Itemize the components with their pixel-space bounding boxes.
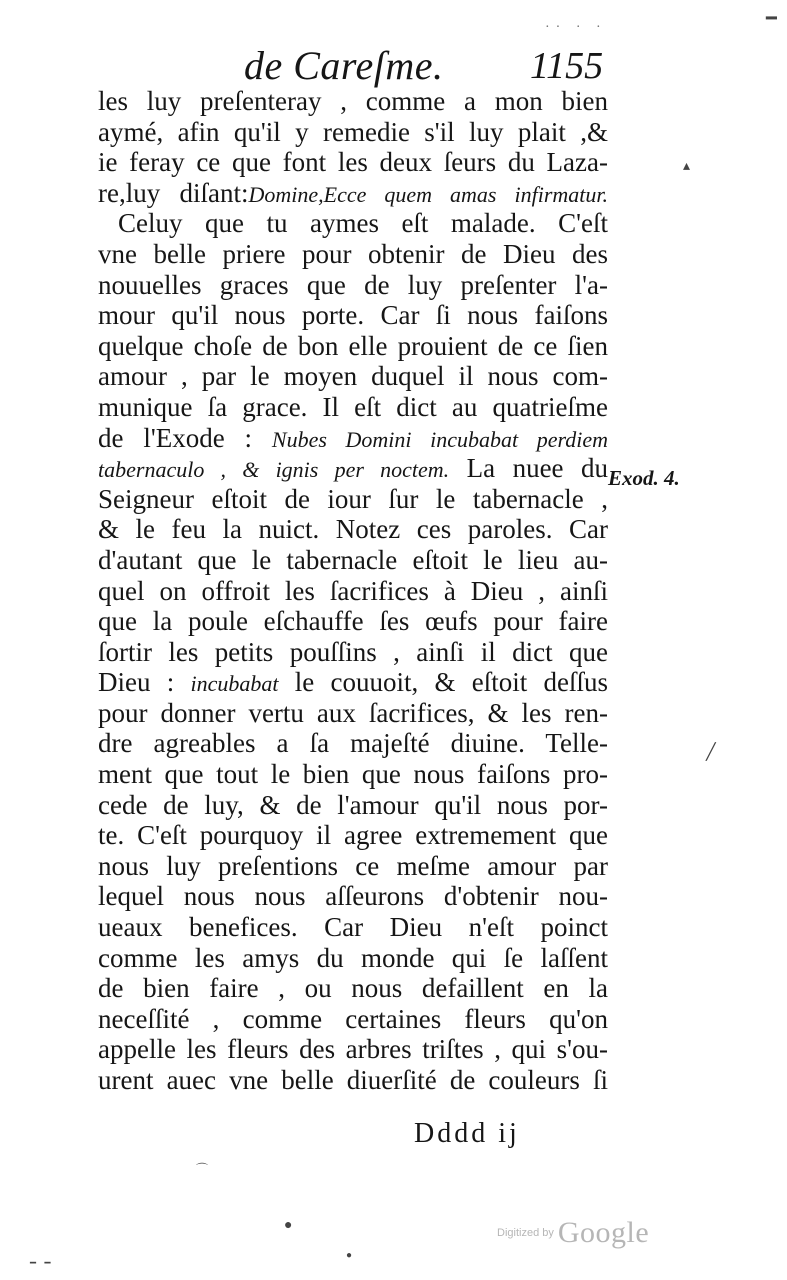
text-line: comme les amys du monde qui ſe laſſent: [98, 942, 608, 973]
latin-quote: Nubes Domini incubabat perdiem: [271, 426, 608, 452]
speck-mark: ▴: [683, 159, 691, 174]
latin-quote: tabernaculo , & ignis per noctem.: [98, 457, 450, 483]
digitized-watermark: [497, 1216, 649, 1250]
text-line: cede de luy, & de l'amour qu'il nous por-: [98, 789, 608, 820]
text-line: Celuy que tu aymes eſt malade. C'eſt: [118, 208, 608, 239]
text-line: Dieu : incubabat le couuoit, & eſtoit deſſus: [98, 667, 608, 698]
text-line: mour qu'il nous porte. Car ſi nous faiſons: [98, 300, 608, 331]
text-line: les luy preſenteray , comme a mon bien: [98, 86, 608, 116]
text-line: ie feray ce que font les deux ſeurs du Laza-: [98, 147, 608, 178]
text-line: dre agreables a ſa majeſté diuine. Telle-: [98, 728, 608, 759]
text-line: te. C'eſt pourquoy il agree extremement que: [98, 820, 608, 851]
text-line: re,luy diſant:Domine,Ecce quem amas infirmatur.: [98, 177, 609, 208]
latin-quote: Domine,Ecce quem amas infirmatur.: [248, 181, 609, 207]
margin-note: Exod. 4.: [608, 466, 680, 490]
signature-mark: Dddd ij: [414, 1118, 520, 1149]
text-line: d'autant que le tabernacle eſtoit le lieu au-: [98, 544, 608, 575]
text-line: ſortir les petits pouſſins , ainſi il dict que: [98, 636, 608, 667]
text-line: quelque choſe de bon elle prouient de ce ſien: [98, 330, 608, 361]
speck-mark: ╱: [706, 744, 716, 761]
running-title: de Careſme.: [244, 43, 444, 88]
speck-mark: ●: [284, 1218, 293, 1233]
page-number: 1155: [530, 45, 604, 87]
text-line: quel on offroit les ſacrifices à Dieu , ainſi: [98, 575, 608, 606]
text-line: nouuelles graces que de luy preſenter l'a-: [98, 269, 608, 300]
body-text: [98, 86, 608, 1096]
text-line: & le feu la nuict. Notez ces paroles. Car: [98, 514, 608, 545]
text-line: lequel nous nous aſſeurons d'obtenir nou-: [98, 881, 608, 912]
header-dots: ·· · ·: [545, 20, 607, 35]
text-line: de bien faire , ou nous defaillent en la: [98, 973, 608, 1004]
text-line: pour donner vertu aux ſacrifices, & les ren-: [98, 697, 608, 728]
text-line: aymé, afin qu'il y remedie s'il luy plait ,&: [98, 116, 608, 147]
text-line: tabernaculo , & ignis per noctem. La nuee du: [98, 453, 608, 484]
text-line: vne belle priere pour obtenir de Dieu des: [98, 238, 608, 269]
speck-mark: ━: [766, 8, 777, 28]
google-logo: Google: [557, 1216, 650, 1249]
text-line: urent auec vne belle diuerſité de couleurs ſi: [98, 1065, 608, 1095]
text-line: de l'Exode : Nubes Domini incubabat perdiem: [98, 422, 608, 453]
text-line: neceſſité , comme certaines fleurs qu'on: [98, 1003, 608, 1034]
text-line: nous luy preſentions ce meſme amour par: [98, 850, 608, 881]
latin-word: incubabat: [190, 671, 279, 697]
text-line: ueaux benefices. Car Dieu n'eſt poinct: [98, 912, 608, 943]
text-line: munique ſa grace. Il eſt dict au quatrieſme: [98, 391, 608, 422]
text-line: que la poule eſchauffe ſes œufs pour faire: [98, 606, 608, 637]
watermark-caption: Digitized by: [497, 1227, 554, 1239]
speck-mark: ●: [346, 1250, 353, 1261]
speck-mark: ━ ━: [30, 1258, 54, 1269]
text-line: amour , par le moyen duquel il nous com-: [98, 361, 608, 392]
text-line: appelle les fleurs des arbres triſtes , qui s'ou-: [98, 1034, 608, 1065]
speck-mark: ⌒: [196, 1162, 209, 1176]
text-line: ment que tout le bien que nous faiſons pro-: [98, 759, 608, 790]
text-line: Seigneur eſtoit de iour ſur le tabernacle ,: [98, 483, 608, 514]
